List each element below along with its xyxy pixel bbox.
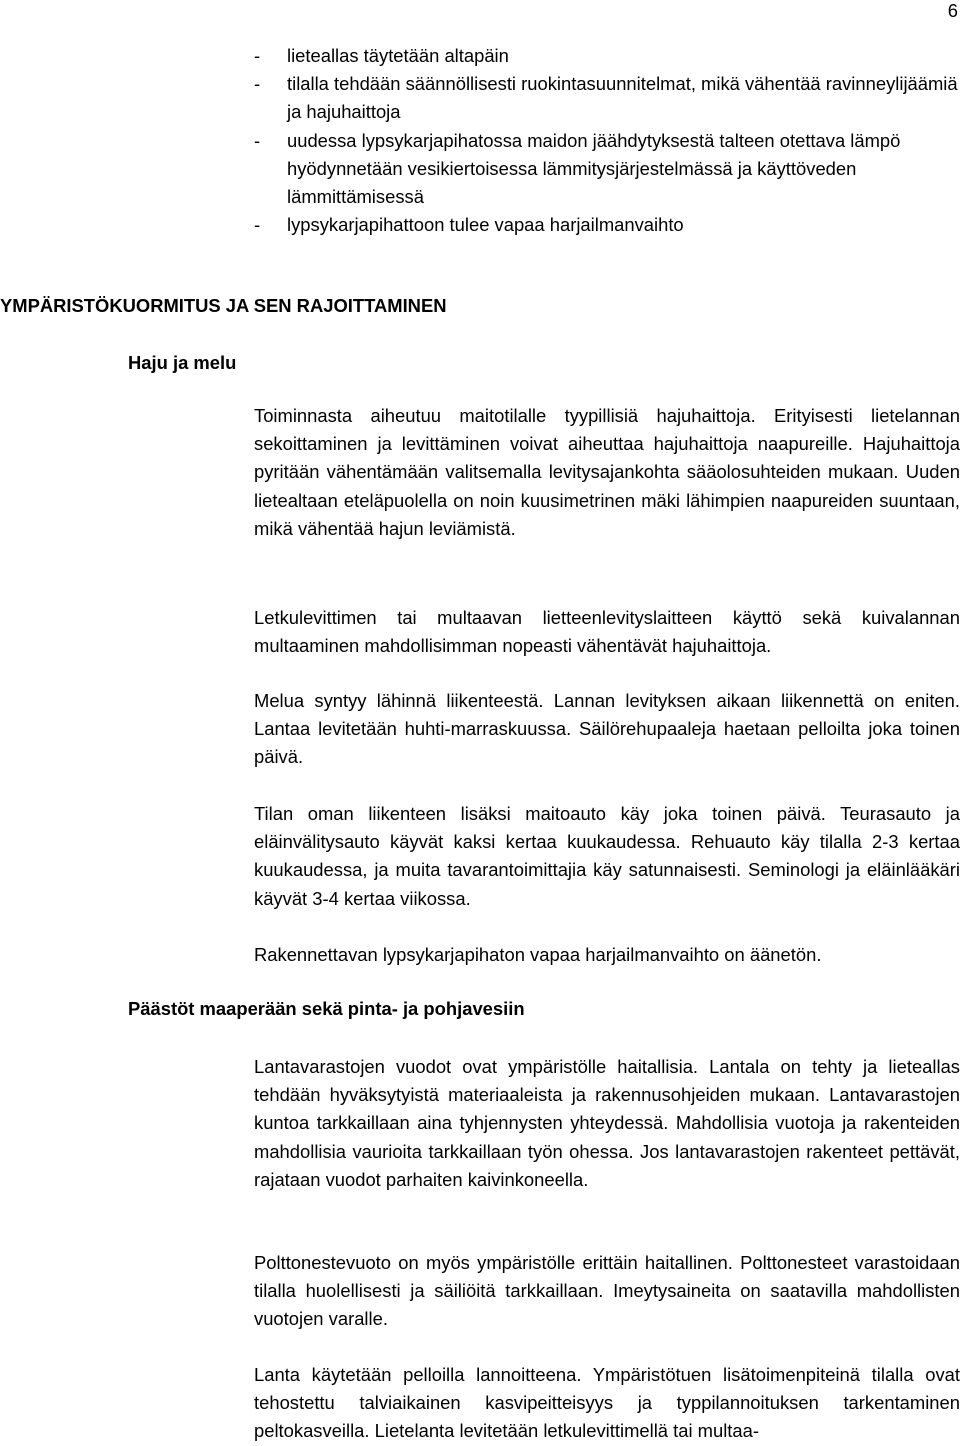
spreading-paragraph: Letkulevittimen tai multaavan lietteenlevityslaitteen käyttö sekä kuivalannan multaaminen mahdollisimman nopeasti vähentävät hajuhaittoja. (254, 607, 960, 657)
list-item-text: tilalla tehdään säännöllisesti ruokintasuunnitelmat, mikä vähentää ravinneylijäämiä ja hajuhaittoja (287, 73, 958, 123)
noise-paragraph: Melua syntyy lähinnä liikenteestä. Lannan levityksen aikaan liikennettä on eniten. Lantaa levitetään huhti-marraskuussa. Säilörehupaaleja haetaan pelloilta joka toinen päivä. (254, 690, 960, 768)
page-number: 6 (947, 0, 958, 21)
fertilizer-paragraph: Lanta käytetään pelloilla lannoitteena. Ympäristötuen lisätoimenpiteinä tilalla ovat tehostettu talviaikainen kasvipeitteisyys ja typpilannoituksen tarkentaminen peltokasveilla. Lietelanta levitetään letkulevittimellä tai multaa- (254, 1364, 960, 1442)
bullet-dash: - (254, 73, 261, 95)
bullet-dash: - (254, 129, 261, 151)
section-heading: YMPÄRISTÖKUORMITUS JA SEN RAJOITTAMINEN (0, 295, 447, 316)
odor-noise-heading: Haju ja melu (128, 352, 237, 373)
ventilation-paragraph: Rakennettavan lypsykarjapihaton vapaa harjailmanvaihto on äänetön. (254, 944, 822, 965)
list-item-text: uudessa lypsykarjapihatossa maidon jäähdytyksestä talteen otettava lämpö hyödynnetään vesikiertoisessa lämmitysjärjestelmässä ja käyttöveden lämmittämisessä (287, 129, 901, 208)
fuel-leak-paragraph: Polttonestevuoto on myös ympäristölle erittäin haitallinen. Polttonesteet varastoidaan tilalla huolellisesti ja säiliöitä tarkkaillaan. Imeytysaineita on saatavilla mahdollisten vuotojen varalle. (254, 1252, 960, 1330)
list-item (254, 211, 958, 239)
list-item (254, 127, 958, 212)
list-item-text: lypsykarjapihattoon tulee vapaa harjailmanvaihto (287, 214, 684, 236)
list-item (254, 42, 958, 70)
list-item-text: lieteallas täytetään altapäin (287, 45, 509, 66)
emissions-heading: Päästöt maaperään sekä pinta- ja pohjavesiin (128, 998, 525, 1019)
bullet-dash: - (254, 214, 261, 236)
list-item (254, 70, 958, 126)
manure-storage-paragraph: Lantavarastojen vuodot ovat ympäristölle haitallisia. Lantala on tehty ja lieteallas tehdään hyväksytyistä materiaaleista ja rakennusohjeiden mukaan. Lantavarastojen kuntoa tarkkaillaan aina tyhjennysten yhteydessä. Mahdollisia vuotoja ja rakenteiden mahdollisia vaurioita tarkkaillaan työn ohessa. Jos lantavarastojen rakenteet pettävät, rajataan vuodot parhaiten kaivinkoneella. (254, 1056, 960, 1190)
traffic-paragraph: Tilan oman liikenteen lisäksi maitoauto käy joka toinen päivä. Teurasauto ja eläinvälitysauto käyvät kaksi kertaa kuukaudessa. Rehuauto käy tilalla 2-3 kertaa kuukaudessa, ja muita tavarantoimittajia käy satunnaisesti. Seminologi ja eläinlääkäri käyvät 3-4 kertaa viikossa. (254, 803, 960, 909)
measures-bullet-list (254, 42, 958, 239)
bullet-dash: - (254, 45, 261, 66)
odor-paragraph: Toiminnasta aiheutuu maitotilalle tyypillisiä hajuhaittoja. Erityisesti lietelannan sekoittaminen ja levittäminen voivat aiheuttaa hajuhaittoja naapureille. Hajuhaittoja pyritään vähentämään valitsemalla levitysajankohta sääolosuhteiden mukaan. Uuden lietealtaan eteläpuolella on noin kuusimetrinen mäki lähimpien naapureiden suuntaan, mikä vähentää hajun leviämistä. (254, 405, 960, 539)
